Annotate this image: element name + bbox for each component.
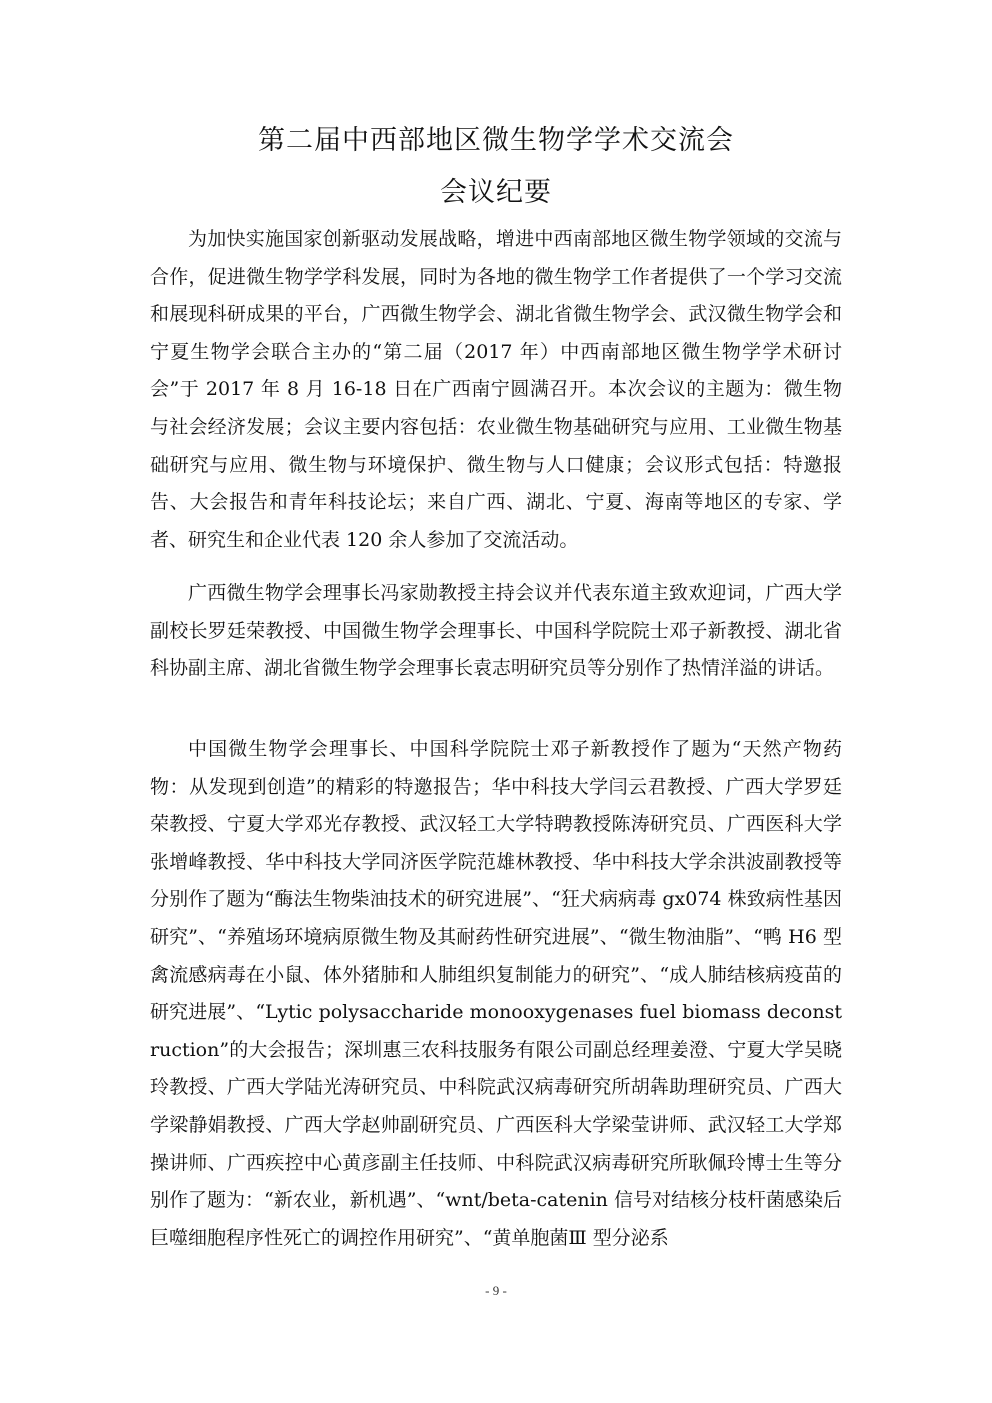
paragraph-reports: 中国微生物学会理事长、中国科学院院士邓子新教授作了题为“天然产物药物：从发现到创造”的精彩的特邀报告；华中科技大学闫云君教授、广西大学罗廷荣教授、宁夏大学邓光存教授、武汉轻工大学特聘教授陈涛研究员、广西医科大学张增峰教授、华中科技大学同济医学院范雄林教授、华中科技大学余洪波副教授等分别作了题为“酶法生物柴油技术的研究进展”、“狂犬病病毒 gx074 株致病性基因研究”、“养殖场环境病原微生物及其耐药性研究进展”、“微生物油脂”、“鸭 H6 型禽流感病毒在小鼠、体外猪肺和人肺组织复制能力的研究”、“成人肺结核病疫苗的研究进展”、“Lytic polysaccharide monooxygenases fuel biomass deconstruction”的大会报告；深圳惠三农科技服务有限公司副总经理姜澄、宁夏大学吴晓玲教授、广西大学陆光涛研究员、中科院武汉病毒研究所胡犇助理研究员、广西大学梁静娟教授、广西大学赵帅副研究员、广西医科大学梁莹讲师、武汉轻工大学郑操讲师、广西疾控中心黄彦副主任技师、中科院武汉病毒研究所耿佩玲博士生等分别作了题为：“新农业，新机遇”、“wnt/beta-catenin 信号对结核分枝杆菌感染后巨噬细胞程序性死亡的调控作用研究”、“黄单胞菌Ⅲ 型分泌系 — [150, 738, 842, 1249]
document-subtitle: 会议纪要 — [440, 177, 552, 208]
page-number: - 9 - — [485, 1283, 507, 1298]
document-title: 第二届中西部地区微生物学学术交流会 — [258, 125, 734, 156]
paragraph-intro: 为加快实施国家创新驱动发展战略，增进中西南部地区微生物学领域的交流与合作，促进微生物学学科发展，同时为各地的微生物学工作者提供了一个学习交流和展现科研成果的平台，广西微生物学会、湖北省微生物学会、武汉微生物学会和宁夏生物学会联合主办的“第二届（2017 年）中西南部地区微生物学学术研讨会”于 2017 年 8 月 16-18 日在广西南宁圆满召开。本次会议的主题为：微生物与社会经济发展；会议主要内容包括：农业微生物基础研究与应用、工业微生物基础研究与应用、微生物与环境保护、微生物与人口健康；会议形式包括：特邀报告、大会报告和青年科技论坛；来自广西、湖北、宁夏、海南等地区的专家、学者、研究生和企业代表 120 余人参加了交流活动。 — [150, 228, 842, 551]
paragraph-opening-speeches: 广西微生物学会理事长冯家勋教授主持会议并代表东道主致欢迎词，广西大学副校长罗廷荣教授、中国微生物学会理事长、中国科学院院士邓子新教授、湖北省科协副主席、湖北省微生物学会理事长袁志明研究员等分别作了热情洋溢的讲话。 — [150, 582, 842, 680]
